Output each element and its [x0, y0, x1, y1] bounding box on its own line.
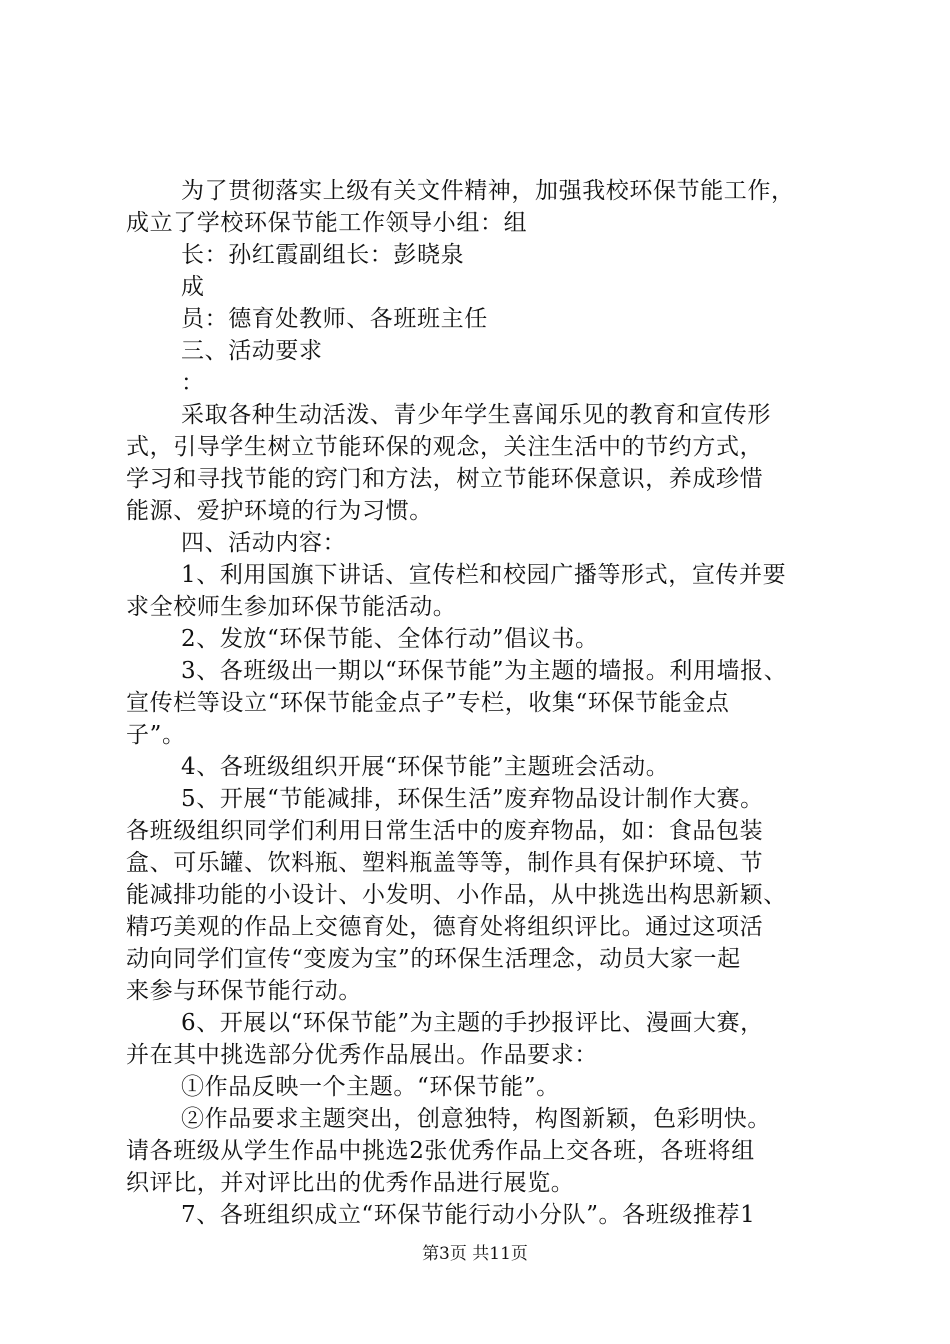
document-body	[126, 175, 830, 1231]
text-line: 并在其中挑选部分优秀作品展出。作品要求：	[126, 1042, 598, 1068]
page-number-footer: 第3页 共11页	[422, 1244, 528, 1264]
text-line: 能源、爱护环境的行为习惯。	[126, 498, 433, 524]
text-line: 动向同学们宣传“变废为宝”的环保生活理念，动员大家一起	[126, 946, 741, 972]
text-line: 员：德育处教师、各班班主任	[181, 306, 488, 332]
list-item: 1、利用国旗下讲话、宣传栏和校园广播等形式，宣传并要	[181, 562, 787, 588]
list-item: 7、各班组织成立“环保节能行动小分队”。各班级推荐1	[181, 1202, 756, 1228]
text-line: 求全校师生参加环保节能活动。	[126, 594, 457, 620]
text-line: 成	[181, 274, 205, 300]
text-line: ：	[181, 370, 205, 396]
text-line: 来参与环保节能行动。	[126, 978, 362, 1004]
text-line: 子”。	[126, 722, 186, 748]
text-line: 能减排功能的小设计、小发明、小作品，从中挑选出构思新颖、	[126, 882, 787, 908]
text-line: 采取各种生动活泼、青少年学生喜闻乐见的教育和宣传形	[181, 402, 771, 428]
text-line: 宣传栏等设立“环保节能金点子”专栏，收集“环保节能金点	[126, 690, 730, 716]
text-line: 为了贯彻落实上级有关文件精神，加强我校环保节能工作，	[181, 178, 795, 204]
sub-list-item: ①作品反映一个主题。“环保节能”。	[181, 1074, 560, 1100]
list-item: 6、开展以“环保节能”为主题的手抄报评比、漫画大赛，	[181, 1010, 764, 1036]
text-line: 请各班级从学生作品中挑选2张优秀作品上交各班，各班将组	[126, 1138, 755, 1164]
text-line: 成立了学校环保节能工作领导小组：组	[126, 210, 528, 236]
section-heading: 三、活动要求	[181, 338, 323, 364]
text-line: 各班级组织同学们利用日常生活中的废弃物品，如：食品包装	[126, 818, 764, 844]
section-heading: 四、活动内容：	[181, 530, 347, 556]
text-line: 精巧美观的作品上交德育处，德育处将组织评比。通过这项活	[126, 914, 764, 940]
text-line: 盒、可乐罐、饮料瓶、塑料瓶盖等等，制作具有保护环境、节	[126, 850, 764, 876]
text-line: 学习和寻找节能的窍门和方法，树立节能环保意识，养成珍惜	[126, 466, 764, 492]
text-line: 织评比，并对评比出的优秀作品进行展览。	[126, 1170, 575, 1196]
list-item: 3、各班级出一期以“环保节能”为主题的墙报。利用墙报、	[181, 658, 788, 684]
list-item: 5、开展“节能减排，环保生活”废弃物品设计制作大赛。	[181, 786, 764, 812]
text-line: 式，引导学生树立节能环保的观念，关注生活中的节约方式，	[126, 434, 764, 460]
sub-list-item: ②作品要求主题突出，创意独特，构图新颖，色彩明快。	[181, 1106, 771, 1132]
list-item: 2、发放“环保节能、全体行动”倡议书。	[181, 626, 599, 652]
list-item: 4、各班级组织开展“环保节能”主题班会活动。	[181, 754, 670, 780]
text-line: 长：孙红霞副组长：彭晓泉	[181, 242, 465, 268]
